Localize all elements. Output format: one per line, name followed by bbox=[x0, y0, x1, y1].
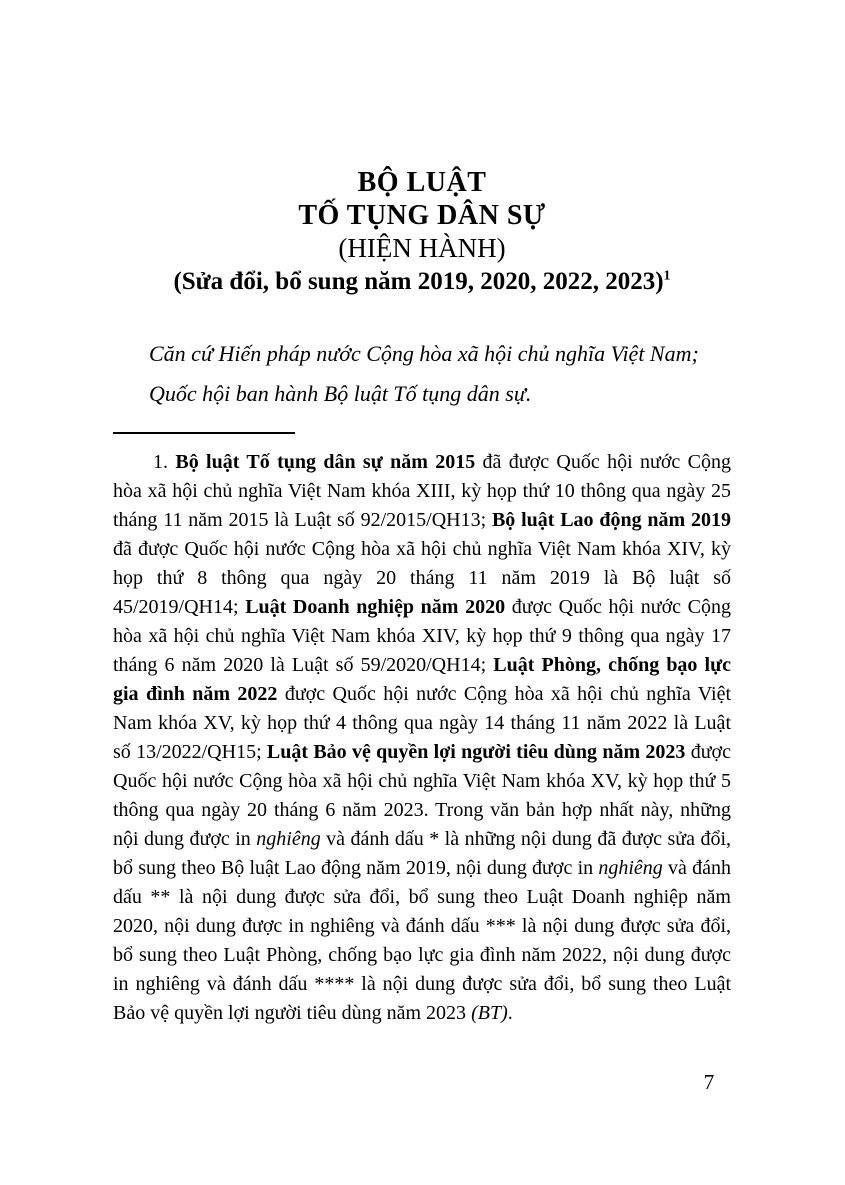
footnote-text bbox=[113, 448, 731, 1028]
footnote-segment: Bộ luật Tố tụng dân sự năm 2015 bbox=[175, 451, 476, 473]
footnote-segment: Luật Doanh nghiệp năm 2020 bbox=[245, 596, 506, 618]
title-amendments-text: (Sửa đổi, bổ sung năm 2019, 2020, 2022, 2023) bbox=[173, 268, 664, 295]
footnote-segment: nghiêng bbox=[598, 857, 663, 879]
title-amendments-line bbox=[113, 265, 731, 298]
page-content bbox=[113, 0, 731, 1028]
footnote-segment: . bbox=[507, 1002, 513, 1024]
title-line-1: BỘ LUẬT bbox=[357, 167, 487, 198]
footnote-segment: Bộ luật Lao động năm 2019 bbox=[491, 509, 731, 531]
footnote-separator-rule bbox=[113, 432, 295, 434]
footnote-segment: và đánh dấu ** là nội dung được sửa đổi, bổ sung theo Luật Doanh nghiệp năm 2020, nội dung được in nghiêng và đánh dấu *** là nội dung được sửa đổi, bổ sung theo Luật Phòng, chống bạo lực gia đình năm 2022, nội dung được in nghiêng và đánh dấu **** là nội dung được sửa đổi, bổ sung theo Luật Bảo vệ quyền lợi người tiêu dùng năm 2023 bbox=[113, 857, 731, 1024]
title-status-line: (HIỆN HÀNH) bbox=[338, 233, 506, 263]
footnote-segment: nghiêng bbox=[256, 828, 321, 850]
footnote-segment: đã được Quốc hội nước Cộng hòa xã hội chủ nghĩa Việt Nam khóa XIV, kỳ họp thứ 8 thông qua ngày 20 tháng 11 năm 2019 là Bộ luật số 45/2019/QH14; bbox=[113, 538, 731, 618]
page-number: 7 bbox=[703, 1070, 715, 1094]
footnote-segment: được Quốc hội nước Cộng hòa xã hội chủ nghĩa Việt Nam khóa XIV, kỳ họp thứ 9 thông qua ngày 17 tháng 6 năm 2020 là Luật số 59/2020/QH14; bbox=[113, 596, 731, 676]
footnote-segment: (BT) bbox=[471, 1002, 508, 1024]
preamble-line-2: Quốc hội ban hành Bộ luật Tố tụng dân sự. bbox=[149, 381, 532, 406]
footnote-segment: được Quốc hội nước Cộng hòa xã hội chủ nghĩa Việt Nam khóa XV, kỳ họp thứ 4 thông qua ngày 14 tháng 11 năm 2022 là Luật số 13/2022/QH15; bbox=[113, 683, 732, 763]
footnote-segment: được Quốc hội nước Cộng hòa xã hội chủ nghĩa Việt Nam khóa XV, kỳ họp thứ 5 thông qua ngày 20 tháng 6 năm 2023. Trong văn bản hợp nhất này, những nội dung được in bbox=[113, 741, 732, 850]
footnote-segment: Luật Phòng, chống bạo lực gia đình năm 2022 bbox=[113, 654, 731, 705]
footnote-segment: 1. bbox=[153, 451, 176, 473]
preamble bbox=[113, 334, 731, 414]
footnote-segment: Luật Bảo vệ quyền lợi người tiêu dùng năm 2023 bbox=[266, 741, 686, 763]
preamble-line-1: Căn cứ Hiến pháp nước Cộng hòa xã hội chủ nghĩa Việt Nam; bbox=[149, 341, 699, 366]
title-line-2: TỐ TỤNG DÂN SỰ bbox=[298, 200, 546, 231]
footnote-reference-superscript: 1 bbox=[663, 268, 671, 284]
document-title bbox=[113, 166, 731, 298]
footnote-segment: và đánh dấu * là những nội dung đã được sửa đổi, bổ sung theo Bộ luật Lao động năm 2019, nội dung được in bbox=[113, 828, 732, 879]
footnote-segment: đã được Quốc hội nước Cộng hòa xã hội chủ nghĩa Việt Nam khóa XIII, kỳ họp thứ 10 thông qua ngày 25 tháng 11 năm 2015 là Luật số 92/2015/QH13; bbox=[113, 451, 731, 531]
